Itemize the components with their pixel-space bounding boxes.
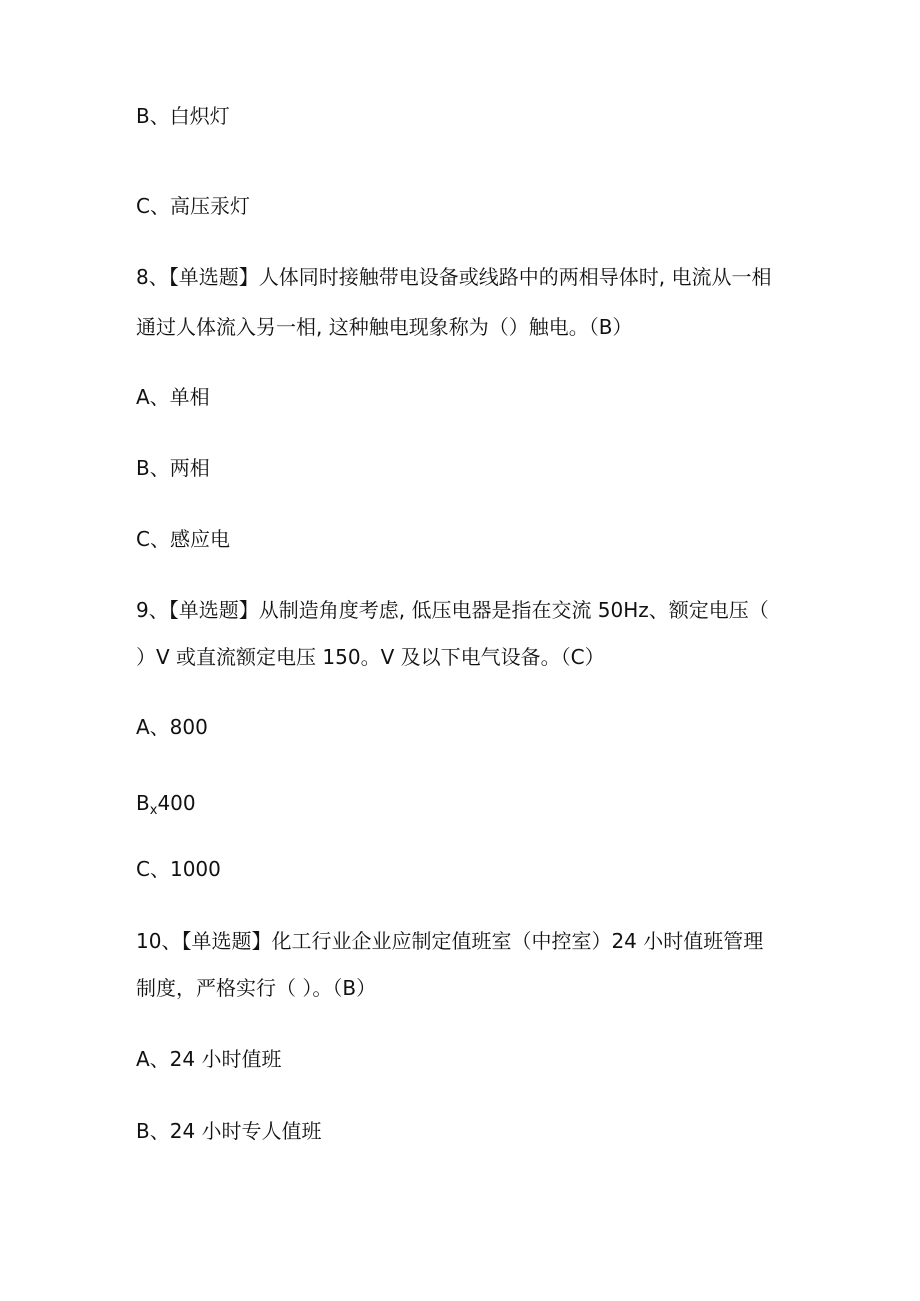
q7-option-c: C、高压汞灯 [136,194,250,218]
q9-question-line-2: ）V 或直流额定电压 150。V 及以下电气设备。（C） [136,645,605,669]
q8-question-line-1: 8、【单选题】人体同时接触带电设备或线路中的两相导体时, 电流从一相 [136,265,772,289]
q9-option-b-letter: B [136,791,150,815]
q8-question-line-2: 通过人体流入另一相, 这种触电现象称为（）触电。（B） [136,315,633,339]
q9-option-b-mark: x [149,803,158,818]
q10-question-line-2: 制度，严格实行（ ）。（B） [136,976,377,1000]
q7-option-b: B、白炽灯 [136,104,230,128]
q8-option-b: B、两相 [136,456,210,480]
q9-question-line-1: 9、【单选题】从制造角度考虑, 低压电器是指在交流 50Hz、额定电压（ [136,598,769,622]
q9-option-b-value: 400 [157,791,196,815]
q10-option-b: B、24 小时专人值班 [136,1119,322,1143]
q10-question-line-1: 10、【单选题】化工行业企业应制定值班室（中控室）24 小时值班管理 [136,929,764,953]
q9-option-a: A、800 [136,715,208,739]
q10-option-a: A、24 小时值班 [136,1047,282,1071]
q8-option-c: C、感应电 [136,527,230,551]
q9-option-b [136,791,196,823]
q9-option-c: C、1000 [136,857,221,881]
q8-option-a: A、单相 [136,385,210,409]
